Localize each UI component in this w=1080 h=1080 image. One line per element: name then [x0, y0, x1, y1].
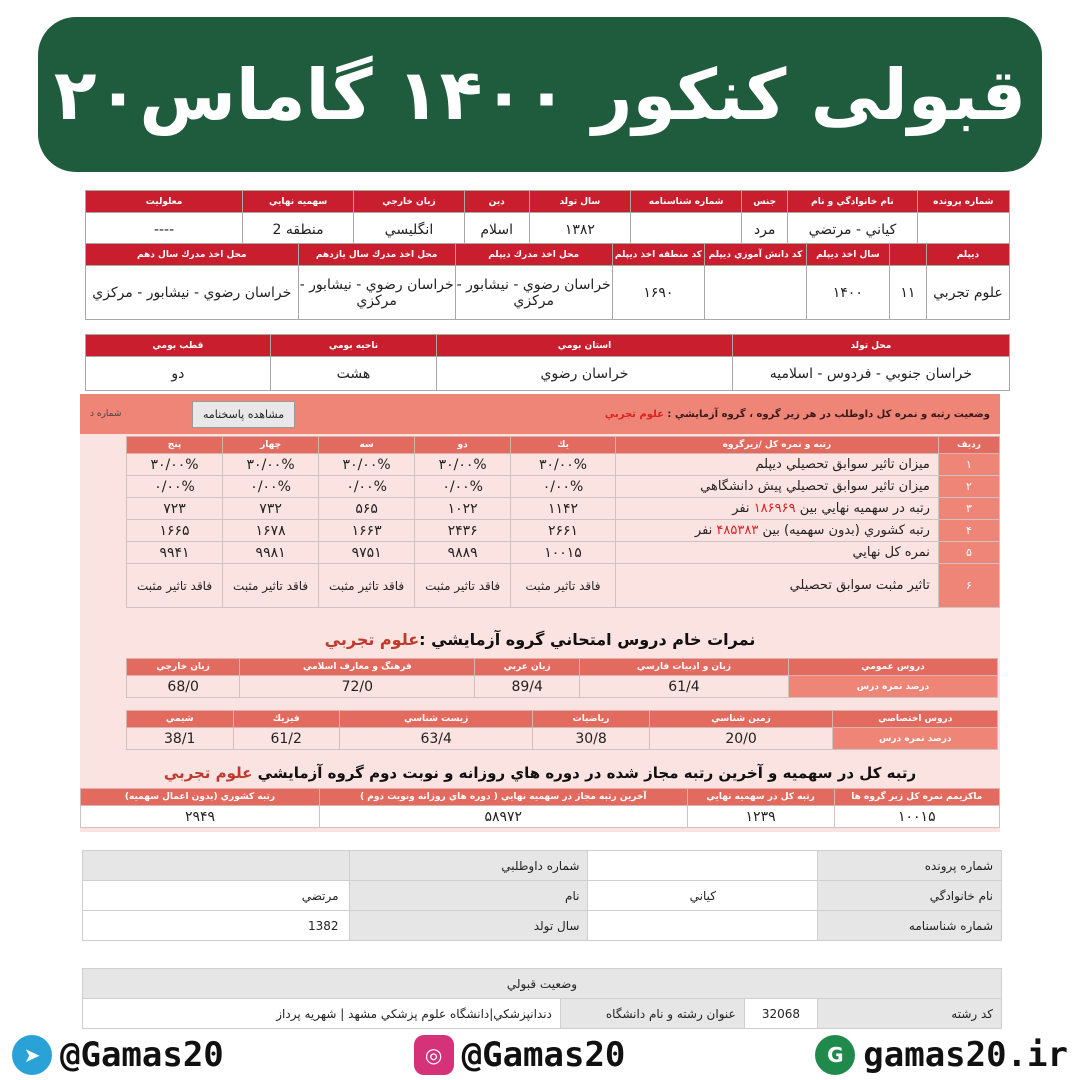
- admission-status-table: [82, 968, 1002, 1029]
- cell: ۱۰۰۱۵: [834, 806, 999, 828]
- field-label: عنوان رشته و نام دانشگاه: [560, 999, 744, 1029]
- telegram-handle[interactable]: ➤ @Gamas20: [12, 1035, 224, 1075]
- col-header: قطب بومي: [86, 335, 271, 357]
- cell: 68/0: [127, 676, 240, 698]
- row-label: رتبه در سهميه نهايي بين ۱۸۶۹۶۹ نفر: [615, 498, 938, 520]
- cell: علوم تجربي: [926, 266, 1009, 320]
- cell: ۷۳۲: [223, 498, 319, 520]
- field-label: سال تولد: [349, 911, 588, 941]
- cell: خراسان جنوبي - فردوس - اسلاميه: [732, 357, 1009, 391]
- cell: 89/4: [475, 676, 580, 698]
- special-courses-table: [126, 710, 998, 750]
- native-info-table: [85, 334, 1010, 391]
- cell: انگليسي: [354, 213, 465, 247]
- row-label: رتبه كشوري (بدون سهميه) بين ۴۸۵۳۸۳ نفر: [615, 520, 938, 542]
- cell: مرد: [742, 213, 788, 247]
- cell: خراسان رضوي: [437, 357, 733, 391]
- col-header: زمين شناسي: [649, 711, 833, 728]
- instagram-handle[interactable]: ◎ @Gamas20: [414, 1035, 626, 1075]
- rank-table: [126, 436, 1000, 608]
- cell: ۱۶۶۵: [127, 520, 223, 542]
- final-rank-title: رتبه كل در سهميه و آخرين رتبه مجاز شده در دوره هاي روزانه و نوبت دوم گروه آزمايشي علوم تجربي: [163, 764, 917, 782]
- cell: ۳۰/۰۰%: [511, 454, 616, 476]
- diploma-info-section: [85, 243, 1010, 320]
- cell: ۵۶۵: [319, 498, 415, 520]
- instagram-icon: ◎: [414, 1035, 454, 1075]
- row-label: ميزان تاثير سوابق تحصيلي ديپلم: [615, 454, 938, 476]
- candidate-summary: [82, 850, 1002, 941]
- cell: ۵۸۹۷۲: [319, 806, 687, 828]
- cell: هشت: [270, 357, 436, 391]
- cell: فاقد تاثير مثبت: [319, 564, 415, 608]
- reg-number-label: شماره د: [90, 409, 122, 419]
- native-info-section: [85, 334, 1010, 391]
- cell: ۱۰۲۲: [415, 498, 511, 520]
- cell: كياني - مرتضي: [788, 213, 917, 247]
- col-header: زبان و ادبيات فارسي: [579, 659, 788, 676]
- cell: ۳۰/۰۰%: [223, 454, 319, 476]
- col-header: آخرين رتبه مجاز در سهميه نهايي ( دوره هاي روزانه ونوبت دوم ): [319, 789, 687, 806]
- col-header: رتبه كشوري (بدون اعمال سهميه): [81, 789, 320, 806]
- cell: [917, 213, 1009, 247]
- row-label: ميزان تاثير سوابق تحصيلي پيش دانشگاهي: [615, 476, 938, 498]
- cell: 38/1: [127, 728, 234, 750]
- col-header: ماكزيمم نمره كل زير گروه ها: [834, 789, 999, 806]
- table-row: [127, 564, 1000, 608]
- cell: ۱۰۰۱۵: [511, 542, 616, 564]
- col-header: پنج: [127, 437, 223, 454]
- rank-panel-header: [80, 394, 1000, 434]
- col-header: فيزيك: [233, 711, 339, 728]
- footer: [0, 1030, 1080, 1080]
- field-value: [588, 851, 818, 881]
- panel-title: وضعيت رتبه و نمره كل داوطلب در هر زير گروه ، گروه آزمايشي : علوم تجربي: [604, 408, 990, 420]
- col-header: سال تولد: [529, 191, 631, 213]
- cell: [705, 266, 807, 320]
- cell: ۱۶۶۳: [319, 520, 415, 542]
- field-code: 32068: [744, 999, 818, 1029]
- cell: ۰/۰۰%: [511, 476, 616, 498]
- row-label: درصد نمره درس: [788, 676, 997, 698]
- cell: ۹۹۸۱: [223, 542, 319, 564]
- rank-panel: [80, 394, 1000, 832]
- col-header: محل اخذ مدرك ديپلم: [455, 244, 612, 266]
- field-label: نام خانوادگي: [818, 881, 1002, 911]
- col-header: دروس عمومي: [788, 659, 997, 676]
- col-header: ديپلم: [926, 244, 1009, 266]
- col-header: دين: [464, 191, 529, 213]
- cell: خراسان رضوي - نيشابور - مركزي: [298, 266, 455, 320]
- title-banner: [38, 17, 1042, 172]
- col-header: ناحيه بومي: [270, 335, 436, 357]
- cell: 61/2: [233, 728, 339, 750]
- col-header: استان بومي: [437, 335, 733, 357]
- col-header: يك: [511, 437, 616, 454]
- cell: ۰/۰۰%: [415, 476, 511, 498]
- cell: ۲۶۶۱: [511, 520, 616, 542]
- cell: اسلام: [464, 213, 529, 247]
- col-header: زيست شناسي: [339, 711, 533, 728]
- field-label: كد رشته: [818, 999, 1002, 1029]
- final-rank-table: [80, 788, 1000, 828]
- table-row: [127, 542, 1000, 564]
- cell: فاقد تاثير مثبت: [223, 564, 319, 608]
- row-number: ۶: [938, 564, 999, 608]
- special-courses-wrap: [126, 710, 998, 750]
- cell: ۰/۰۰%: [127, 476, 223, 498]
- field-value: [83, 851, 350, 881]
- cell: ۱۱: [889, 266, 926, 320]
- col-header: زبان خارجي: [127, 659, 240, 676]
- col-header: شماره شناسنامه: [631, 191, 742, 213]
- cell: ----: [86, 213, 243, 247]
- admission-title: وضعيت قبولي: [83, 969, 1002, 999]
- cell: 63/4: [339, 728, 533, 750]
- row-number: ۵: [938, 542, 999, 564]
- col-header: چهار: [223, 437, 319, 454]
- cell: ۹۹۴۱: [127, 542, 223, 564]
- cell: ۱۶۹۰: [612, 266, 704, 320]
- col-header: معلوليت: [86, 191, 243, 213]
- cell: فاقد تاثير مثبت: [415, 564, 511, 608]
- cell: ۱۳۸۲: [529, 213, 631, 247]
- website-link[interactable]: G gamas20.ir: [815, 1035, 1068, 1075]
- general-courses-table: [126, 658, 998, 698]
- col-header: زبان عربي: [475, 659, 580, 676]
- cell: ۲۴۳۶: [415, 520, 511, 542]
- field-label: شماره پرونده: [818, 851, 1002, 881]
- cell: 30/8: [533, 728, 649, 750]
- admission-status: [82, 968, 1002, 1029]
- col-header: شماره پرونده: [917, 191, 1009, 213]
- col-header: [889, 244, 926, 266]
- cell: خراسان رضوي - نيشابور - مركزي: [455, 266, 612, 320]
- cell: ۳۰/۰۰%: [415, 454, 511, 476]
- personal-info-section: [85, 190, 1010, 247]
- final-rank-wrap: [80, 788, 1000, 828]
- cell: فاقد تاثير مثبت: [127, 564, 223, 608]
- table-row: [127, 476, 1000, 498]
- col-header: محل اخذ مدرك سال دهم: [86, 244, 299, 266]
- cell: ۱۱۴۲: [511, 498, 616, 520]
- col-header: سهميه نهايي: [243, 191, 354, 213]
- col-header: جنس: [742, 191, 788, 213]
- col-header: رتبه و نمره كل /زيرگروه: [615, 437, 938, 454]
- col-header: كد دانش آموزي ديپلم: [705, 244, 807, 266]
- col-header: زبان خارجي: [354, 191, 465, 213]
- field-name: دندانپزشكي|دانشگاه علوم پزشكي مشهد | شهريه پرداز: [83, 999, 561, 1029]
- table-row: [127, 520, 1000, 542]
- cell: ۲۹۴۹: [81, 806, 320, 828]
- candidate-summary-table: [82, 850, 1002, 941]
- general-courses-wrap: [126, 658, 998, 698]
- cell: منطقه 2: [243, 213, 354, 247]
- cell: ۰/۰۰%: [223, 476, 319, 498]
- row-number: ۱: [938, 454, 999, 476]
- col-header: محل اخذ مدرك سال يازدهم: [298, 244, 455, 266]
- row-number: ۳: [938, 498, 999, 520]
- field-label: نام: [349, 881, 588, 911]
- row-label: نمره كل نهايي: [615, 542, 938, 564]
- col-header: كد منطقه اخذ ديپلم: [612, 244, 704, 266]
- table-row: [127, 454, 1000, 476]
- row-label: تاثير مثبت سوابق تحصيلي: [615, 564, 938, 608]
- cell: ۰/۰۰%: [319, 476, 415, 498]
- cell: خراسان رضوي - نيشابور - مركزي: [86, 266, 299, 320]
- cell: ۱۶۷۸: [223, 520, 319, 542]
- diploma-info-table: [85, 243, 1010, 320]
- field-value: مرتضي: [83, 881, 350, 911]
- cell: [631, 213, 742, 247]
- field-label: شماره داوطلبي: [349, 851, 588, 881]
- table-row: [127, 498, 1000, 520]
- col-header: شيمي: [127, 711, 234, 728]
- col-header: رديف: [938, 437, 999, 454]
- cell: ۱۲۳۹: [687, 806, 834, 828]
- col-header: رياضيات: [533, 711, 649, 728]
- cell: 72/0: [240, 676, 475, 698]
- col-header: سال اخذ ديپلم: [806, 244, 889, 266]
- cell: دو: [86, 357, 271, 391]
- cell: ۳۰/۰۰%: [319, 454, 415, 476]
- row-label: درصد نمره درس: [833, 728, 998, 750]
- col-header: فرهنگ و معارف اسلامي: [240, 659, 475, 676]
- cell: ۷۲۳: [127, 498, 223, 520]
- cell: ۹۷۵۱: [319, 542, 415, 564]
- field-label: شماره شناسنامه: [818, 911, 1002, 941]
- cell: فاقد تاثير مثبت: [511, 564, 616, 608]
- col-header: رتبه كل در سهميه نهايي: [687, 789, 834, 806]
- cell: ۹۸۸۹: [415, 542, 511, 564]
- gamas-logo-icon: G: [815, 1035, 855, 1075]
- col-header: سه: [319, 437, 415, 454]
- row-number: ۲: [938, 476, 999, 498]
- row-number: ۴: [938, 520, 999, 542]
- cell: ۱۴۰۰: [806, 266, 889, 320]
- telegram-icon: ➤: [12, 1035, 52, 1075]
- field-value: [588, 911, 818, 941]
- col-header: نام خانوادگي و نام: [788, 191, 917, 213]
- view-answers-button[interactable]: مشاهده پاسخنامه: [192, 401, 295, 428]
- cell: 61/4: [579, 676, 788, 698]
- banner-title: قبولی کنکور ۱۴۰۰ گاماس۲۰: [53, 53, 1027, 136]
- col-header: دو: [415, 437, 511, 454]
- cell: ۳۰/۰۰%: [127, 454, 223, 476]
- field-value: كياني: [588, 881, 818, 911]
- cell: 20/0: [649, 728, 833, 750]
- col-header: محل تولد: [732, 335, 1009, 357]
- personal-info-table: [85, 190, 1010, 247]
- rank-table-wrap: [126, 436, 1000, 608]
- field-value: 1382: [83, 911, 350, 941]
- raw-scores-title: نمرات خام دروس امتحاني گروه آزمايشي :علوم تجربي: [324, 630, 756, 649]
- col-header: دروس اختصاصي: [833, 711, 998, 728]
